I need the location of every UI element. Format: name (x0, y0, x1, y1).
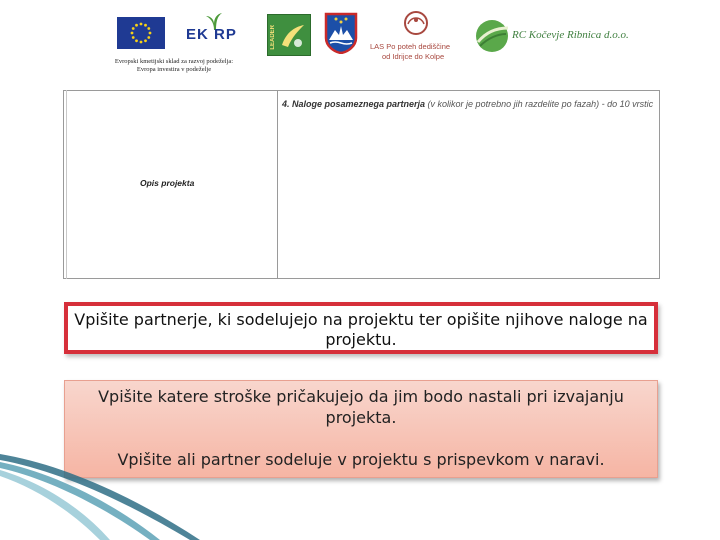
in-kind-contribution-text: Vpišite ali partner sodeluje v projektu s prispevkom v naravi. (117, 450, 605, 469)
project-description-label: Opis projekta (140, 178, 195, 188)
eu-flag-logo (117, 17, 165, 49)
partner-tasks-heading: 4. Naloge posameznega partnerja (282, 99, 426, 109)
ekrp-logo-text: EK RP (186, 26, 237, 43)
form-left-edge (66, 90, 67, 279)
expected-costs-text: Vpišite katere stroške pričakujejo da jim bodo nastali pri izvajanju projekta. (98, 387, 624, 427)
las-emblem-icon (396, 10, 436, 40)
partner-tasks-note: (v kolikor je potrebno jih razdelite po fazah) - do 10 vrstic (425, 99, 654, 109)
las-logo-text: LAS Po poteh dediščine od Idrijce do Kolpe (370, 42, 451, 61)
form-column-divider (277, 90, 278, 279)
eu-caption-line-2: Evropa investira v podeželje (136, 66, 212, 73)
slovenia-crest-logo (324, 12, 358, 54)
rc-logo-text: RC Kočevje Ribnica d.o.o. (512, 29, 629, 41)
leader-logo (267, 14, 311, 56)
rc-kocevje-ribnica-logo (474, 18, 634, 54)
decorative-wave (0, 440, 720, 540)
rc-globe-icon (474, 18, 510, 54)
eu-caption-line-1: Evropski kmetijski sklad za razvoj podeželja: (114, 58, 234, 65)
partner-tasks-field[interactable] (282, 98, 654, 111)
leader-logo-text: LEADER (270, 25, 276, 50)
partners-instruction-box (64, 302, 658, 354)
ekrp-logo (186, 12, 242, 48)
las-logo (368, 10, 464, 66)
partners-instruction-text: Vpišite partnerje, ki sodelujejo na projektu ter opišite njihove naloge na projektu. (74, 310, 648, 349)
